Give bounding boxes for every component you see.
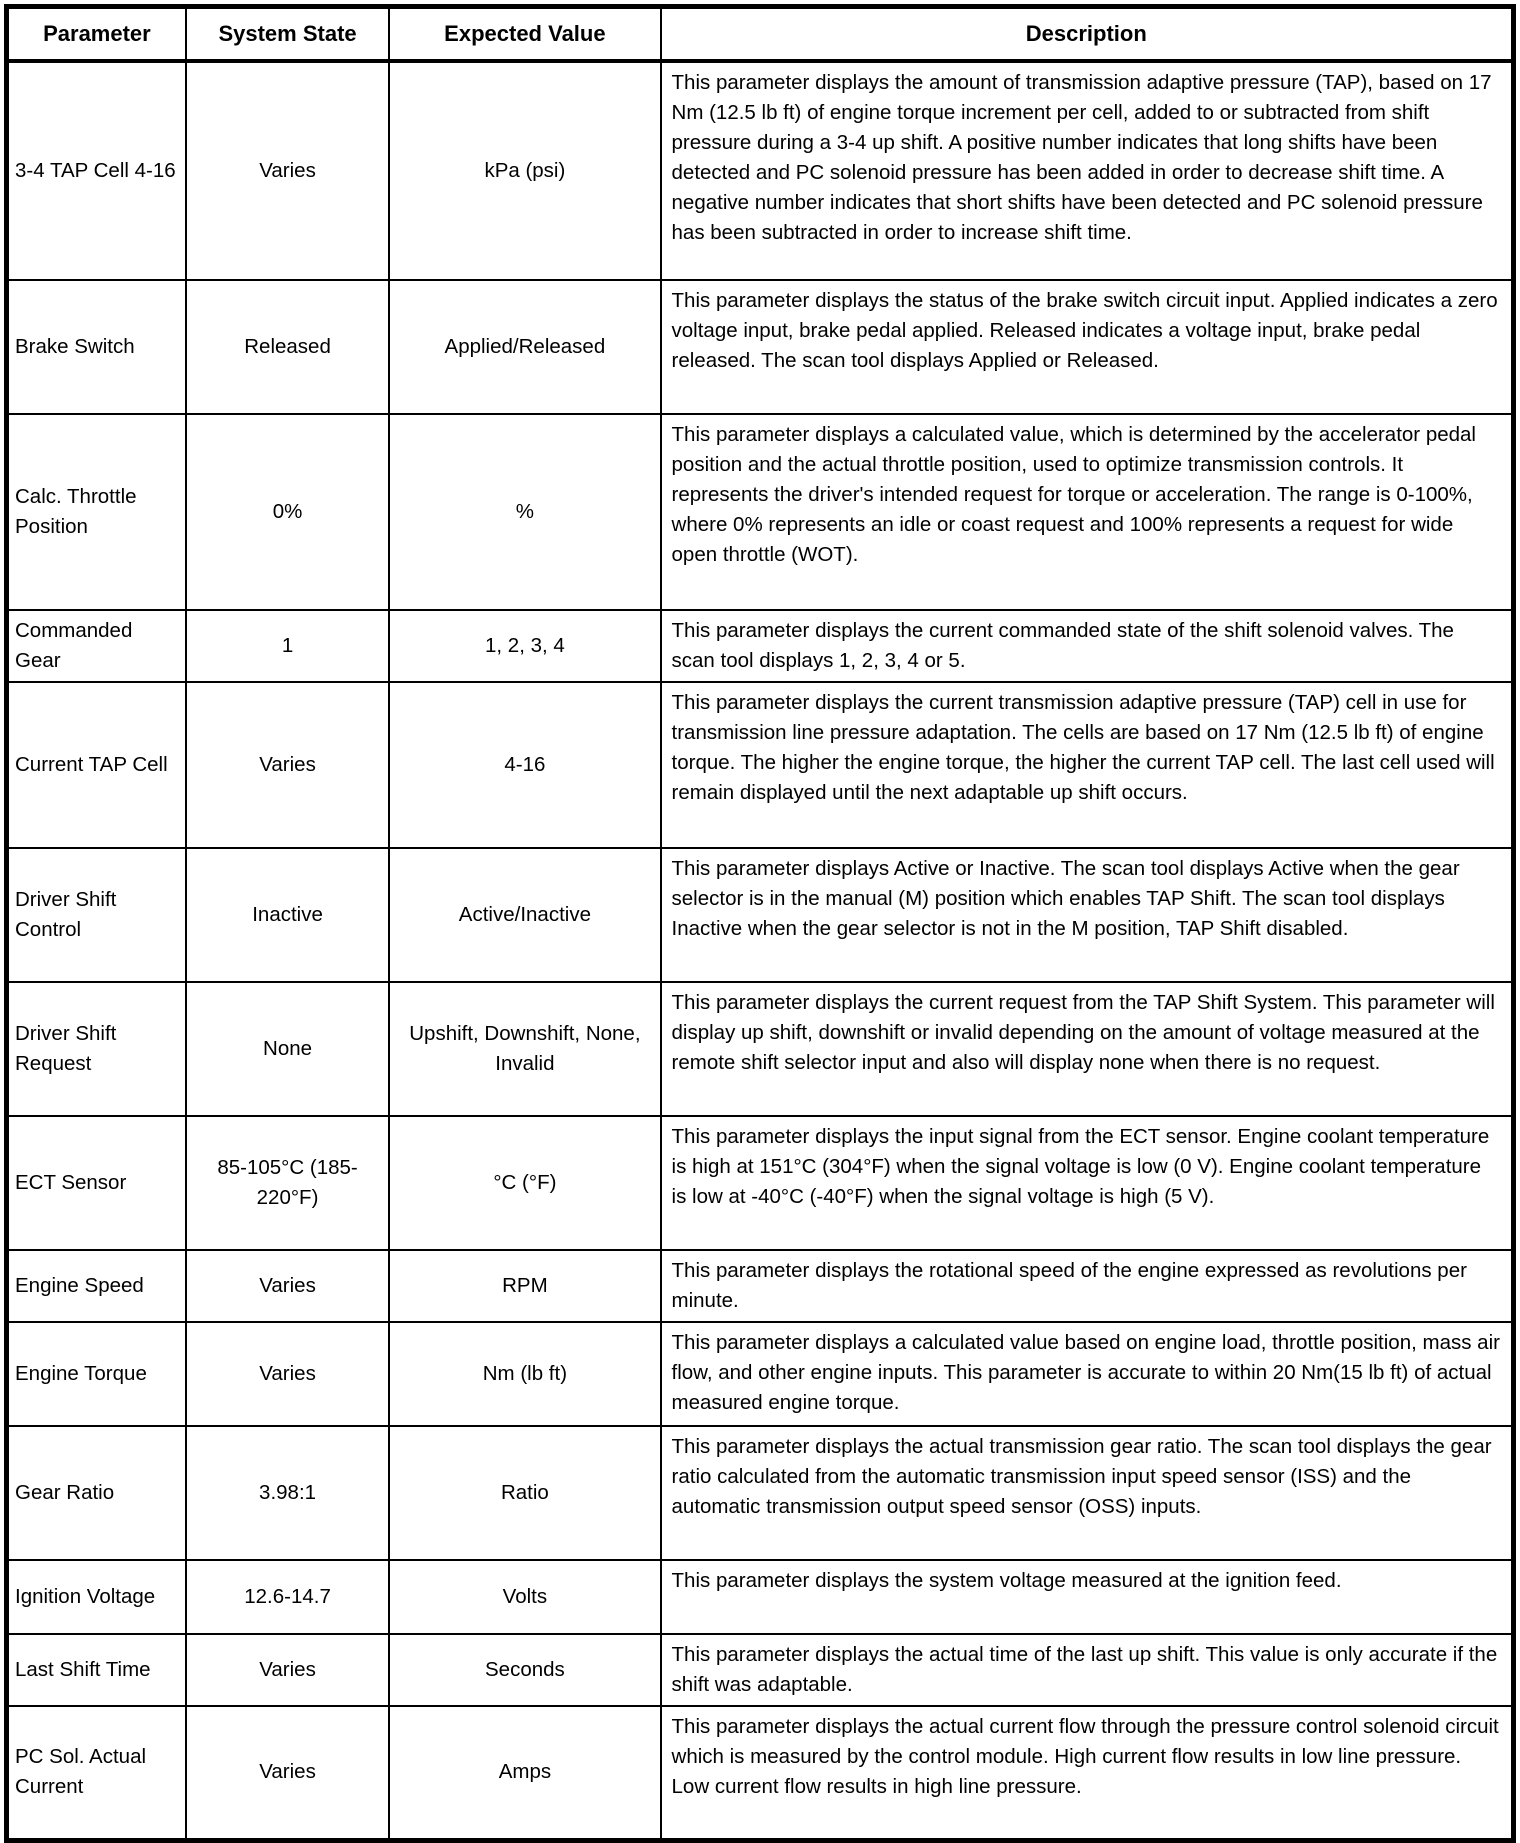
column-header-description: Description (661, 7, 1514, 62)
system-state-cell: 0% (186, 414, 389, 610)
description-cell: This parameter displays the actual current flow through the pressure control solenoid circuit which is measured by the control module. High current flow results in low line pressure. Low current flow results in high line pressure. (661, 1706, 1514, 1840)
parameter-table (4, 4, 1516, 1843)
parameter-cell: Brake Switch (7, 280, 186, 414)
parameter-cell: Current TAP Cell (7, 682, 186, 848)
description-cell: This parameter displays the system voltage measured at the ignition feed. (661, 1560, 1514, 1634)
description-cell: This parameter displays the status of the brake switch circuit input. Applied indicates a zero voltage input, brake pedal applied. Released indicates a voltage input, brake pedal released. The scan tool displays Applied or Released. (661, 280, 1514, 414)
description-cell: This parameter displays the current request from the TAP Shift System. This parameter will display up shift, downshift or invalid depending on the amount of voltage measured at the remote shift selector input and also will display none when there is no request. (661, 982, 1514, 1116)
parameter-cell: Engine Torque (7, 1322, 186, 1426)
system-state-cell: 85-105°C (185-220°F) (186, 1116, 389, 1250)
parameter-cell: PC Sol. Actual Current (7, 1706, 186, 1840)
table-row (7, 682, 1514, 848)
description-cell: This parameter displays a calculated value based on engine load, throttle position, mass air flow, and other engine inputs. This parameter is accurate to within 20 Nm(15 lb ft) of actual measured engine torque. (661, 1322, 1514, 1426)
description-cell: This parameter displays a calculated value, which is determined by the accelerator pedal position and the actual throttle position, used to optimize transmission controls. It represents the driver's intended request for torque or acceleration. The range is 0-100%, where 0% represents an idle or coast request and 100% represents a request for wide open throttle (WOT). (661, 414, 1514, 610)
table-row (7, 1426, 1514, 1560)
column-header-system-state: System State (186, 7, 389, 62)
system-state-cell: Varies (186, 1250, 389, 1322)
column-header-parameter: Parameter (7, 7, 186, 62)
system-state-cell: 12.6-14.7 (186, 1560, 389, 1634)
expected-value-cell: °C (°F) (389, 1116, 660, 1250)
expected-value-cell: RPM (389, 1250, 660, 1322)
system-state-cell: Varies (186, 682, 389, 848)
parameter-cell: Commanded Gear (7, 610, 186, 682)
expected-value-cell: kPa (psi) (389, 61, 660, 280)
expected-value-cell: % (389, 414, 660, 610)
description-cell: This parameter displays the amount of transmission adaptive pressure (TAP), based on 17 Nm (12.5 lb ft) of engine torque increment per cell, added to or subtracted from shift pressure during a 3-4 up shift. A positive number indicates that long shifts have been detected and PC solenoid pressure has been added in order to decrease shift time. A negative number indicates that short shifts have been detected and PC solenoid pressure has been subtracted in order to increase shift time. (661, 61, 1514, 280)
description-cell: This parameter displays the current transmission adaptive pressure (TAP) cell in use for transmission line pressure adaptation. The cells are based on 17 Nm (12.5 lb ft) of engine torque. The higher the engine torque, the higher the current TAP cell. The last cell used will remain displayed until the next adaptable up shift occurs. (661, 682, 1514, 848)
expected-value-cell: Applied/Released (389, 280, 660, 414)
table-row (7, 1634, 1514, 1706)
system-state-cell: Varies (186, 1634, 389, 1706)
parameter-cell: Last Shift Time (7, 1634, 186, 1706)
table-row (7, 1706, 1514, 1840)
table-row (7, 610, 1514, 682)
system-state-cell: Released (186, 280, 389, 414)
expected-value-cell: Nm (lb ft) (389, 1322, 660, 1426)
expected-value-cell: Seconds (389, 1634, 660, 1706)
description-cell: This parameter displays the rotational speed of the engine expressed as revolutions per minute. (661, 1250, 1514, 1322)
parameter-cell: Gear Ratio (7, 1426, 186, 1560)
table-row (7, 1560, 1514, 1634)
expected-value-cell: 1, 2, 3, 4 (389, 610, 660, 682)
table-body (7, 61, 1514, 1840)
system-state-cell: Varies (186, 61, 389, 280)
description-cell: This parameter displays the current commanded state of the shift solenoid valves. The scan tool displays 1, 2, 3, 4 or 5. (661, 610, 1514, 682)
table-row (7, 1322, 1514, 1426)
parameter-cell: Engine Speed (7, 1250, 186, 1322)
expected-value-cell: Amps (389, 1706, 660, 1840)
parameter-cell: Driver Shift Control (7, 848, 186, 982)
parameter-cell: Ignition Voltage (7, 1560, 186, 1634)
table-row (7, 414, 1514, 610)
expected-value-cell: Active/Inactive (389, 848, 660, 982)
parameter-cell: 3-4 TAP Cell 4-16 (7, 61, 186, 280)
parameter-cell: Driver Shift Request (7, 982, 186, 1116)
parameter-cell: Calc. Throttle Position (7, 414, 186, 610)
description-cell: This parameter displays the input signal from the ECT sensor. Engine coolant temperature is high at 151°C (304°F) when the signal voltage is low (0 V). Engine coolant temperature is low at -40°C (-40°F) when the signal voltage is high (5 V). (661, 1116, 1514, 1250)
table-row (7, 982, 1514, 1116)
table-header (7, 7, 1514, 62)
system-state-cell: Varies (186, 1706, 389, 1840)
table-row (7, 1116, 1514, 1250)
system-state-cell: Inactive (186, 848, 389, 982)
description-cell: This parameter displays the actual transmission gear ratio. The scan tool displays the gear ratio calculated from the automatic transmission input speed sensor (ISS) and the automatic transmission output speed sensor (OSS) inputs. (661, 1426, 1514, 1560)
system-state-cell: None (186, 982, 389, 1116)
system-state-cell: 1 (186, 610, 389, 682)
table-row (7, 848, 1514, 982)
system-state-cell: 3.98:1 (186, 1426, 389, 1560)
system-state-cell: Varies (186, 1322, 389, 1426)
expected-value-cell: Ratio (389, 1426, 660, 1560)
expected-value-cell: Upshift, Downshift, None, Invalid (389, 982, 660, 1116)
table-row (7, 280, 1514, 414)
table-row (7, 1250, 1514, 1322)
description-cell: This parameter displays the actual time of the last up shift. This value is only accurate if the shift was adaptable. (661, 1634, 1514, 1706)
column-header-expected-value: Expected Value (389, 7, 660, 62)
description-cell: This parameter displays Active or Inactive. The scan tool displays Active when the gear selector is in the manual (M) position which enables TAP Shift. The scan tool displays Inactive when the gear selector is not in the M position, TAP Shift disabled. (661, 848, 1514, 982)
parameter-cell: ECT Sensor (7, 1116, 186, 1250)
table-row (7, 61, 1514, 280)
expected-value-cell: Volts (389, 1560, 660, 1634)
header-row (7, 7, 1514, 62)
expected-value-cell: 4-16 (389, 682, 660, 848)
